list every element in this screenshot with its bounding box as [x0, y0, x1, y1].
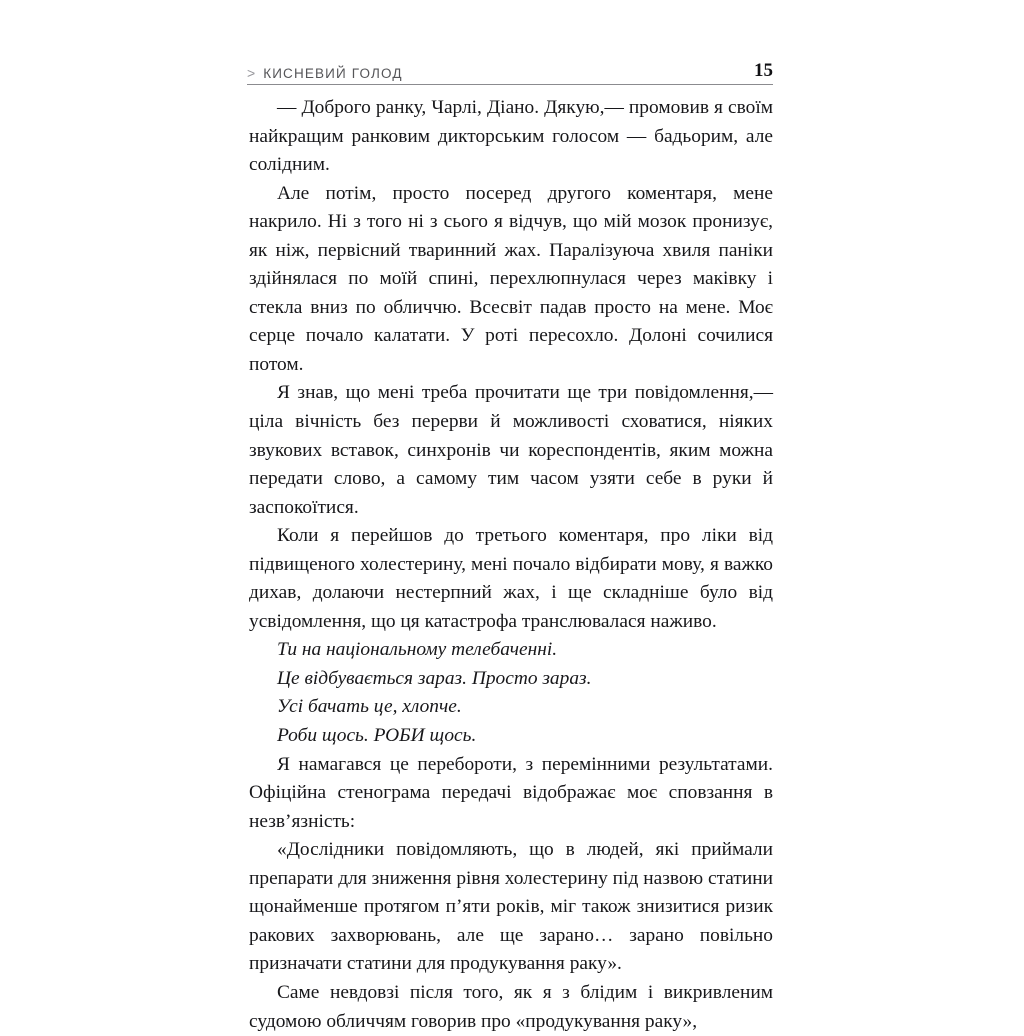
paragraph: — Доброго ранку, Чарлі, Діано. Дякую,— промовив я своїм найкращим ранковим дикторським голосом — бадьорим, але солідним.	[249, 97, 773, 176]
paragraph: Я намагався це перебороти, з перемінними результатами. Офіційна стенограма передачі відображає моє сповзання в незв’язність:	[249, 753, 773, 832]
paragraph: Але потім, просто посеред другого коментаря, мене накрило. Ні з того ні з сього я відчув, що мій мозок пронизує, як ніж, первісний тваринний жах. Паралізуюча хвиля паніки здійнялася по моїй спині, перехлюпнулася через маківку і стекла вниз по обличчю. Всесвіт падав просто на мене. Моє серце почало калатати. У роті пересохло. Долоні сочилися потом.	[249, 182, 773, 375]
quoted-paragraph: «Дослідники повідомляють, що в людей, які приймали препарати для зниження рівня холестерину під назвою статини щонайменше протягом п’яти років, міг також знизитися ризик ракових захворювань, але ще зарано… зарано повільно призначати статини для продукування раку».	[249, 839, 773, 975]
italic-inner-voice-block	[249, 636, 773, 750]
italic-line: Усі бачать це, хлопче.	[277, 696, 462, 718]
paragraph: Саме невдовзі після того, як я з блідим і викривленим судомою обличчям говорив про «продукування раку»,	[249, 981, 773, 1032]
body-text	[249, 94, 773, 1036]
running-head-left	[247, 66, 403, 81]
chevron-right-icon: >	[247, 64, 256, 81]
chapter-title: КИСНЕВИЙ ГОЛОД	[263, 65, 403, 81]
running-head	[247, 55, 773, 85]
italic-line: Ти на національному телебаченні.	[277, 639, 558, 661]
paragraph: Я знав, що мені треба прочитати ще три повідомлення,— ціла вічність без перерви й можливості сховатися, ніяких звукових вставок, синхронів чи кореспондентів, яким можна передати слово, а самому тим часом узяти себе в руки й заспокоїтися.	[249, 382, 773, 518]
paragraph: Коли я перейшов до третього коментаря, про ліки від підвищеного холестерину, мені почало відбирати мову, я важко дихав, долаючи нестерпний жах, і ще складніше було від усвідомлення, що ця катастрофа транслювалася наживо.	[249, 525, 773, 632]
italic-line: Це відбувається зараз. Просто зараз.	[277, 667, 592, 689]
italic-line: Роби щось. РОБИ щось.	[277, 725, 477, 747]
page-number: 15	[754, 60, 773, 81]
